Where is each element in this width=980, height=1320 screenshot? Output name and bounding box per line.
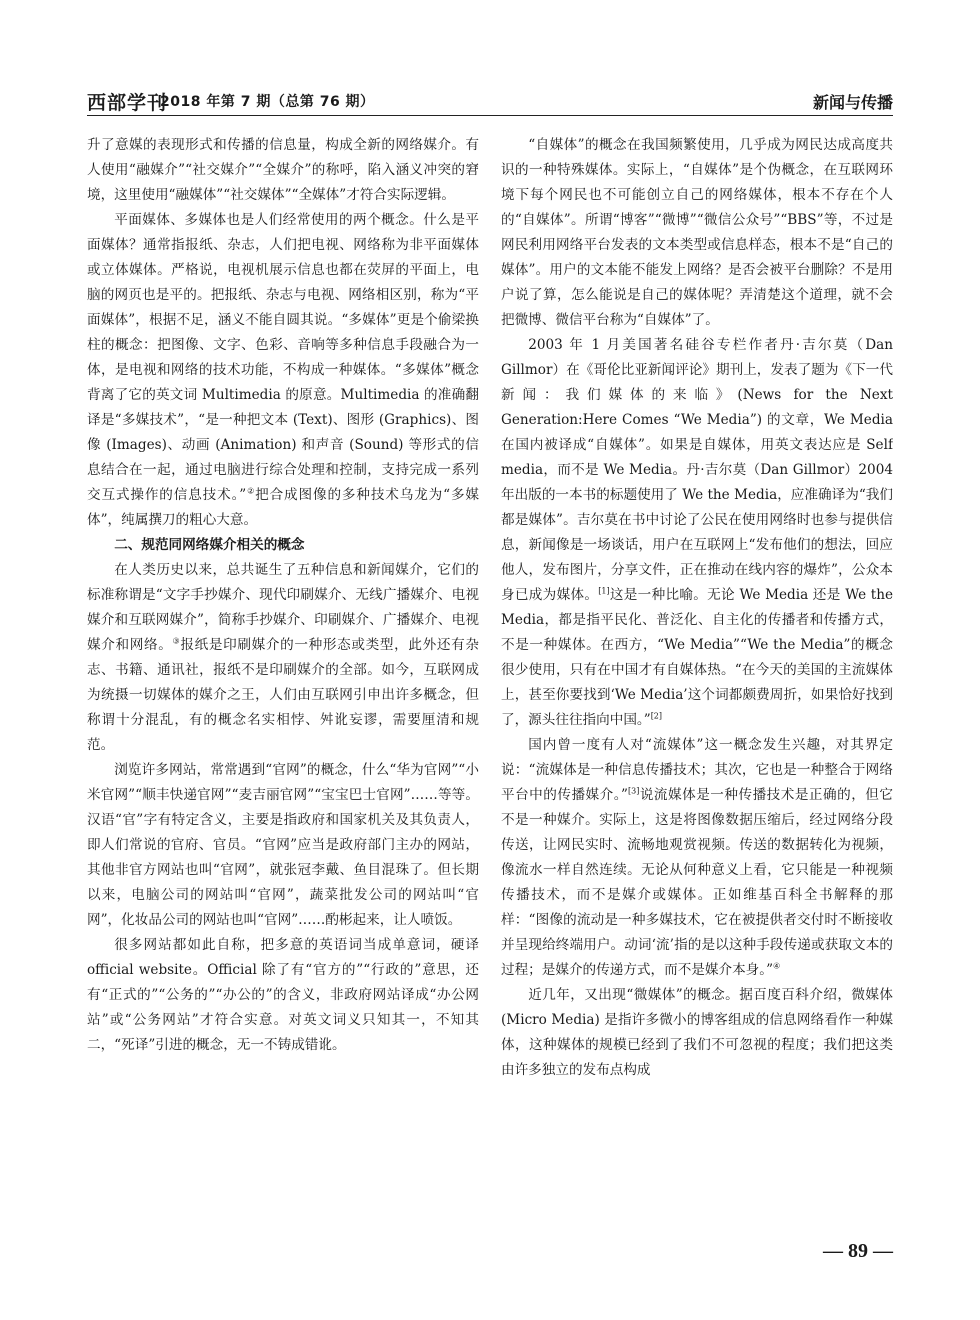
footnote-ref: ③ — [172, 636, 181, 646]
paragraph — [501, 733, 893, 983]
paragraph-text: 在人类历史以来，总共诞生了五种信息和新闻媒介，它们的标准称谓是“文字手抄媒介、现代印刷媒介、无线广播媒介、电视媒介和互联网媒介”，简称手抄媒介、印刷媒介、广播媒介、电视媒介和网络。 — [87, 562, 479, 653]
citation-ref: [1] — [598, 586, 610, 596]
page-header — [87, 88, 893, 112]
page-number: — 89 — — [823, 1240, 893, 1262]
right-column — [501, 133, 893, 1238]
paragraph-text: 这是一种比喻。无论 We Media 还是 We the Media，都是指平民化、普泛化、自主化的传播者和传播方式，不是一种媒体。在西方，“We Media”“We the Media”的概念很少使用，只有在中国才有自媒体热。“在今天的美国的主流媒体上，甚至你要找到‘We Media’这个词都颇费周折，如果恰好找到了，源头往往指向中国。” — [501, 587, 893, 728]
paragraph-text: 2003 年 1 月美国著名硅谷专栏作者丹·吉尔莫（Dan Gillmor）在《哥伦比亚新闻评论》期刊上，发表了题为《下一代新闻：我们媒体的来临》(News for the Next Generation:Here Comes “We Media”) 的文章，We Media 在国内被译成“自媒体”。如果是自媒体，用英文表达应是 Self media，而不是 We Media。丹·吉尔莫（Dan Gillmor）2004 年出版的一本书的标题使用了 We the Media，应准确译为“我们都是媒体”。吉尔莫在书中讨论了公民在使用网络时也参与提供信息，新闻像是一场谈话，用户在互联网上“发布他们的想法，回应他人，发布图片，分享文件，正在推动在线内容的爆炸”，公众本身已成为媒体。 — [501, 337, 893, 603]
issue-info: 2018 年第 7 期（总第 76 期） — [160, 94, 375, 110]
left-column — [87, 133, 479, 1238]
paragraph-text: 平面媒体、多媒体也是人们经常使用的两个概念。什么是平面媒体？通常指报纸、杂志，人们把电视、网络称为非平面媒体或立体媒体。严格说，电视机展示信息也都在荧屏的平面上，电脑的网页也是平的。把报纸、杂志与电视、网络相区别，称为“平面媒体”，根据不足，涵义不能自圆其说。“多媒体”更是个偷梁换柱的概念：把图像、文字、色彩、音响等多种信息手段融合为一体，是电视和网络的技术功能，不构成一种媒体。“多媒体”概念背离了它的英文词 Multimedia 的原意。Multimedia 的准确翻译是“多媒技术”，“是一种把文本 (Text)、图形 (Graphics)、图像 (Images)、动画 (Animation) 和声音 (Sound) 等形式的信息结合在一起，通过电脑进行综合处理和控制，支持完成一系列交互式操作的信息技术。” — [87, 212, 479, 503]
footnote-ref: ② — [246, 486, 256, 496]
header-rule — [87, 115, 893, 116]
paragraph — [501, 333, 893, 733]
citation-ref: [2] — [650, 711, 663, 721]
journal-name: 西部学刊 — [87, 92, 168, 114]
paragraph-text: 报纸是印刷媒介的一种形态或类型，此外还有杂志、书籍、通讯社，报纸不是印刷媒介的全部。如今，互联网成为统摄一切媒体的媒介之王，人们由互联网引申出许多概念，但称谓十分混乱，有的概念名实相悖、舛讹妄谬，需要厘清和规范。 — [87, 637, 479, 753]
paragraph-text: 国内曾一度有人对“流媒体”这一概念发生兴趣，对其界定说：“流媒体是一种信息传播技术；其次，它也是一种整合于网络平台中的传播媒介。” — [501, 737, 893, 803]
section-subheading: 二、规范同网络媒介相关的概念 — [114, 537, 305, 553]
paragraph-text: 说流媒体是一种传播技术是正确的，但它不是一种媒介。实际上，这是将图像数据压缩后，经过网络分段传送，让网民实时、流畅地观赏视频。传送的数据转化为视频，像流水一样自然连续。无论从何种意义上看，它只能是一种视频传播技术，而不是媒介或媒体。正如维基百科全书解释的那样：“图像的流动是一种多媒技术，它在被提供者交付时不断接收并呈现给终端用户。动词‘流’指的是以这种手段传递或获取文本的过程；是媒介的传递方式，而不是媒介本身。” — [501, 787, 893, 978]
section-title: 新闻与传播 — [812, 93, 893, 112]
paragraph — [87, 208, 479, 533]
paragraph: 很多网站都如此自称，把多意的英语词当成单意词，硬译 official website。Official 除了有“官方的”“行政的”意思，还有“正式的”“公务的”“办公的”的含义，非政府网站译成“办公网站”或“公务网站”才符合实意。对英文词义只知其一，不知其二，“死译”引进的概念，无一不铸成错讹。 — [87, 937, 479, 1053]
citation-ref: [3] — [627, 786, 640, 796]
paragraph: “自媒体”的概念在我国频繁使用，几乎成为网民达成高度共识的一种特殊媒体。实际上，“自媒体”是个伪概念，在互联网环境下每个网民也不可能创立自己的网络媒体，根本不存在个人的“自媒体”。所谓“博客”“微博”“微信公众号”“BBS”等，不过是网民利用网络平台发表的文本类型或信息样态，根本不是“自己的媒体”。用户的文本能不能发上网络？是否会被平台删除？不是用户说了算，怎么能说是自己的媒体呢？弄清楚这个道理，就不会把微博、微信平台称为“自媒体”了。 — [501, 137, 893, 328]
paragraph-text: 把合成图像的多种技术乌龙为“多媒体”，纯属撰刀的粗心大意。 — [87, 487, 479, 528]
footnote-ref: ④ — [773, 961, 781, 971]
paragraph: 升了意媒的表现形式和传播的信息量，构成全新的网络媒介。有人使用“融媒介”“社交媒介”“全媒介”的称呼，陷入涵义冲突的窘境，这里使用“融媒体”“社交媒体”“全媒体”才符合实际逻辑。 — [87, 137, 479, 203]
paragraph: 浏览许多网站，常常遇到“官网”的概念，什么“华为官网”“小米官网”“顺丰快递官网”“麦吉丽官网”“宝宝巴士官网”……等等。汉语“官”字有特定含义，主要是指政府和国家机关及其负责人，即人们常说的官府、官员。“官网”应当是政府部门主办的网站，其他非官方网站也叫“官网”，就张冠李戴、鱼目混珠了。但长期以来，电脑公司的网站叫“官网”，蔬菜批发公司的网站叫“官网”，化妆品公司的网站也叫“官网”……酌彬起来，让人喷饭。 — [87, 762, 479, 928]
paragraph: 近几年，又出现“微媒体”的概念。据百度百科介绍，微媒体 (Micro Media) 是指许多微小的博客组成的信息网络看作一种媒体，这种媒体的规模已经到了我们不可忽视的程度；我们把这类由许多独立的发布点构成 — [501, 987, 893, 1078]
paragraph — [87, 558, 479, 758]
